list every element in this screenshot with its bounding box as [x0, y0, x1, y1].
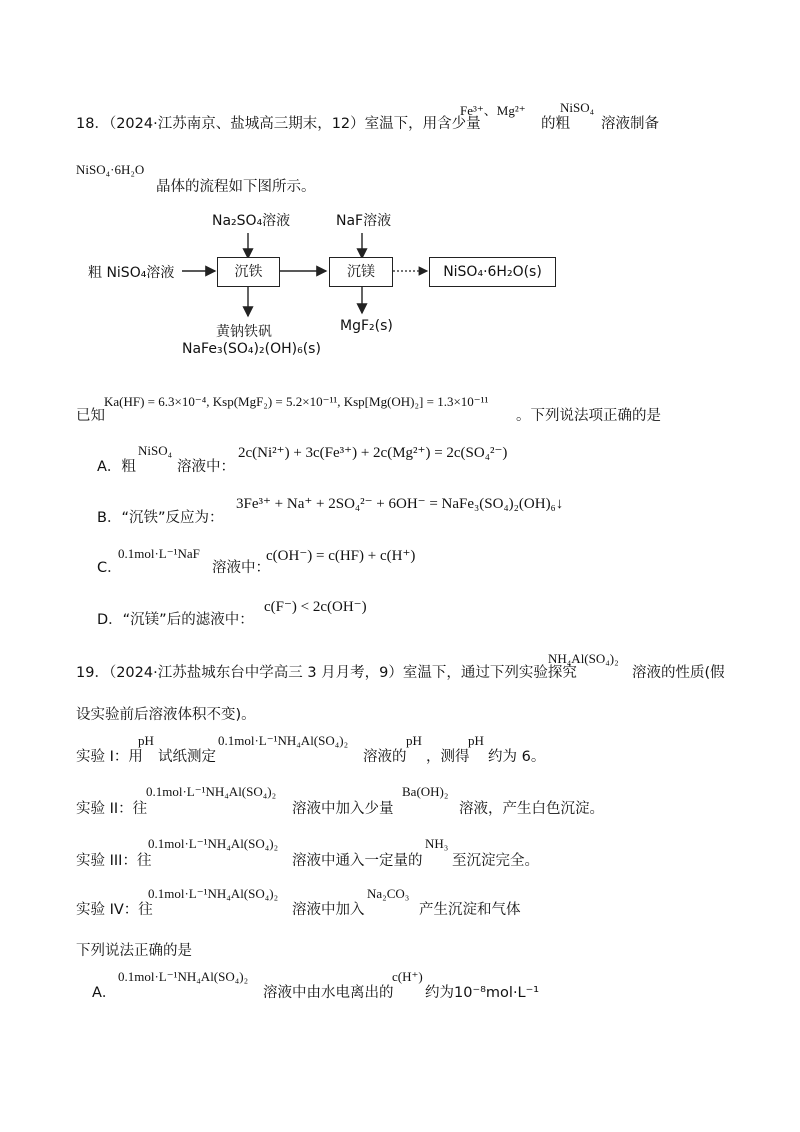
- q18-niso4: NiSO₄: [560, 100, 595, 115]
- exp1-c: 溶液的: [363, 749, 407, 765]
- q18-de-cu: 的粗: [541, 116, 570, 132]
- flow-product-box: [429, 257, 556, 287]
- option-b-formula: 3Fe³⁺ + Na⁺ + 2SO₄²⁻ + 6OH⁻ = NaFe₃(SO₄)₂(OH)₆↓: [236, 496, 564, 512]
- exp4-b: 溶液中加入: [292, 902, 365, 918]
- q19-opt-a-text: 溶液中由水电离出的: [263, 985, 394, 1001]
- flow-step2: 沉镁: [347, 264, 375, 280]
- option-a-text: 溶液中：: [177, 459, 235, 475]
- flow-arrows: [0, 0, 800, 370]
- exp1-a: 实验 I：用: [76, 749, 143, 765]
- exp3-reagent: NH₃: [425, 836, 449, 851]
- q19-head: 19．（2024·江苏盐城东台中学高三 3 月月考，9）室温下，通过下列实验探究: [76, 665, 577, 681]
- q18-line2-text: 晶体的流程如下图所示。: [156, 179, 316, 195]
- flow-byproduct1-name: 黄钠铁矾: [216, 324, 272, 340]
- option-d-label: D．“沉镁”后的滤液中：: [97, 612, 254, 628]
- q19-question: 下列说法正确的是: [76, 943, 192, 959]
- exp3-sol: 0.1mol·L⁻¹NH₄Al(SO₄)₂: [148, 836, 279, 851]
- flow-byproduct1-formula: NaFe₃(SO₄)₂(OH)₆(s): [182, 341, 321, 357]
- exp2-c: 溶液，产生白色沉淀。: [459, 801, 604, 817]
- flow-product: NiSO₄·6H₂O(s): [443, 264, 542, 280]
- q19-opt-a-label: A．: [92, 985, 117, 1001]
- flow-step1-box: [217, 257, 280, 287]
- exp1-e: 约为 6。: [488, 749, 546, 765]
- exp3-a: 实验 III：往: [76, 853, 152, 869]
- exp1-sol: 0.1mol·L⁻¹NH₄Al(SO₄)₂: [218, 733, 349, 748]
- exp1-d: ，测得: [426, 749, 470, 765]
- option-b-label: B．“沉铁”反应为：: [97, 510, 224, 526]
- q19-opt-a-ch: c(H⁺): [392, 969, 423, 984]
- option-d-formula: c(F⁻) < 2c(OH⁻): [264, 599, 367, 615]
- exp4-reagent: Na₂CO₃: [367, 886, 410, 901]
- exp2-reagent: Ba(OH)₂: [402, 784, 449, 799]
- exp2-sol: 0.1mol·L⁻¹NH₄Al(SO₄)₂: [146, 784, 277, 799]
- exp2-b: 溶液中加入少量: [292, 801, 394, 817]
- q18-line2-formula: NiSO₄·6H₂O: [76, 162, 145, 177]
- option-c-text: 溶液中：: [212, 560, 270, 576]
- flow-byproduct2: MgF₂(s): [340, 318, 393, 334]
- q19-line2: 设实验前后溶液体积不变)。: [76, 707, 256, 723]
- flow-step2-box: [329, 257, 393, 287]
- flow-input: 粗 NiSO₄溶液: [88, 265, 175, 281]
- option-c-mid: 0.1mol·L⁻¹NaF: [118, 546, 200, 561]
- option-c-formula: c(OH⁻) = c(HF) + c(H⁺): [266, 548, 416, 564]
- known-suffix: 。下列说法项正确的是: [516, 408, 661, 424]
- q19-opt-a-val: 约为10⁻⁸mol·L⁻¹: [425, 985, 540, 1001]
- exp1-ph3: pH: [468, 733, 484, 748]
- flow-reagent2: NaF溶液: [336, 213, 392, 229]
- option-a-label: A．粗: [97, 459, 136, 475]
- known-formula: Ka(HF) = 6.3×10⁻⁴, Ksp(MgF₂) = 5.2×10⁻¹¹, Ksp[Mg(OH)₂] = 1.3×10⁻¹¹: [104, 394, 489, 409]
- flow-reagent1: Na₂SO₄溶液: [212, 213, 291, 229]
- option-a-mid: NiSO₄: [138, 443, 173, 458]
- exp1-b: 试纸测定: [158, 749, 216, 765]
- exp3-b: 溶液中通入一定量的: [292, 853, 423, 869]
- exp1-ph: pH: [138, 733, 154, 748]
- flow-step1: 沉铁: [234, 264, 263, 280]
- q18-ions: Fe³⁺、Mg²⁺: [460, 103, 526, 118]
- exp3-c: 至沉淀完全。: [452, 853, 539, 869]
- q19-formula: NH₄Al(SO₄)₂: [548, 651, 619, 666]
- option-c-label: C．: [97, 560, 122, 576]
- exp4-a: 实验 IV：往: [76, 902, 153, 918]
- option-a-formula: 2c(Ni²⁺) + 3c(Fe³⁺) + 2c(Mg²⁺) = 2c(SO₄²⁻): [238, 445, 508, 461]
- q19-opt-a-sol: 0.1mol·L⁻¹NH₄Al(SO₄)₂: [118, 969, 249, 984]
- exp4-c: 产生沉淀和气体: [419, 902, 521, 918]
- exp4-sol: 0.1mol·L⁻¹NH₄Al(SO₄)₂: [148, 886, 279, 901]
- exp2-a: 实验 II：往: [76, 801, 148, 817]
- known-prefix: 已知: [76, 408, 105, 424]
- q18-suffix: 溶液制备: [601, 116, 659, 132]
- exp1-ph2: pH: [406, 733, 422, 748]
- q18-head: 18．（2024·江苏南京、盐城高三期末，12）室温下，用含少量: [76, 116, 481, 132]
- q19-suffix: 溶液的性质(假: [632, 665, 725, 681]
